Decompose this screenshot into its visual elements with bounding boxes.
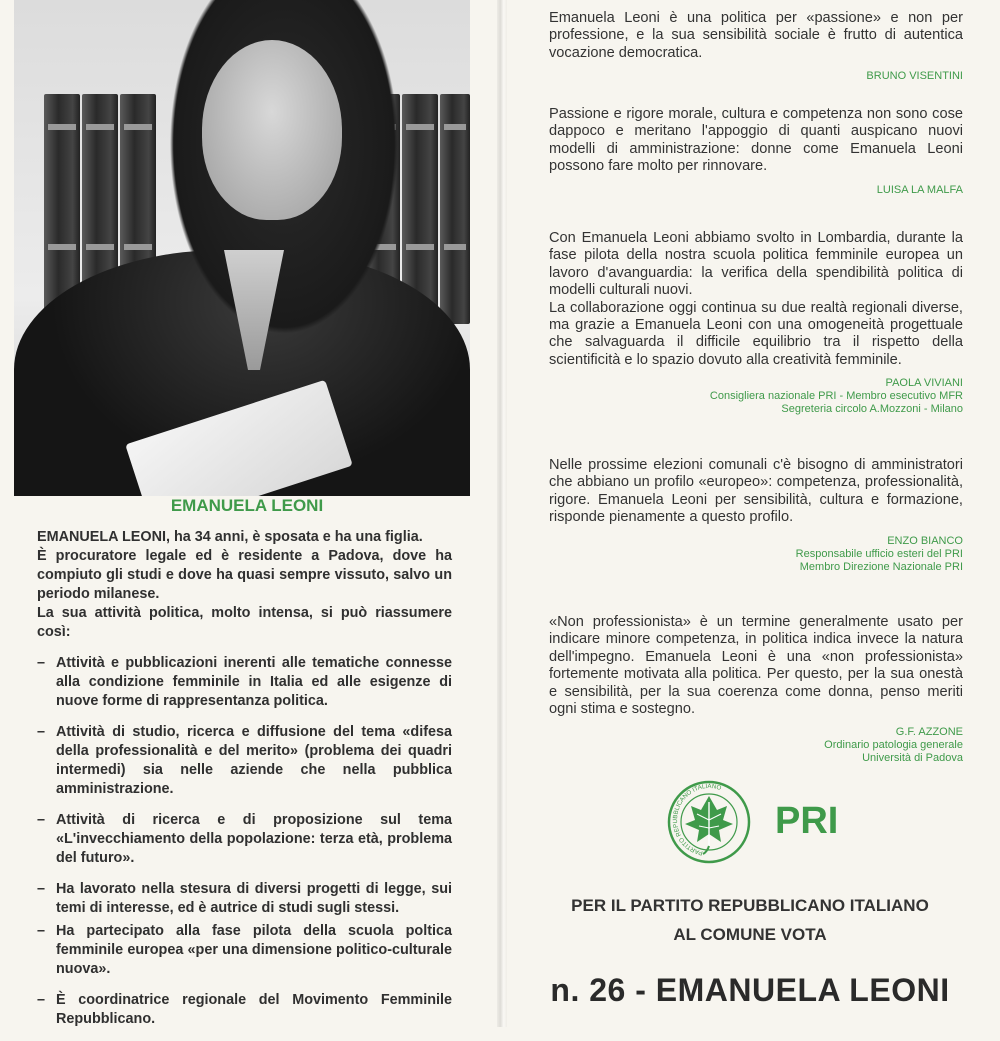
quote-text: Emanuela Leoni è una politica per «passione» e non per professione, e la sua sensibilità sociale è frutto di autentica vocazione democratica. bbox=[549, 10, 963, 61]
dash-bullet: – bbox=[37, 812, 46, 828]
quote-viviani bbox=[549, 230, 963, 416]
activity-text: Attività di studio, ricerca e diffusione del tema «difesa della professionalità e del merito» (problema dei quadri intermedi) sia nelle aziende che nella pubblica amministrazione. bbox=[56, 724, 452, 797]
quote-signature bbox=[549, 726, 963, 765]
name-caption: EMANUELA LEONI bbox=[170, 496, 324, 515]
signature-role: Consigliera nazionale PRI - Membro esecutivo MFR bbox=[709, 390, 963, 403]
activity-text: Attività e pubblicazioni inerenti alle tematiche connesse alla condizione femminile in Italia ed alle esigenze di nuove forme di rappresentanza politica. bbox=[56, 655, 452, 709]
activity-item bbox=[37, 991, 452, 1029]
vote-line-1: PER IL PARTITO REPUBBLICANO ITALIANO bbox=[571, 896, 929, 915]
quote-text: La collaborazione oggi continua su due realtà regionali diverse, ma grazie a Emanuela Leoni con una omogeneità progettuale che salvaguarda il difficile equilibrio tra il rispetto della scientificità e lo spazio dovuto alla creatività femminile. bbox=[549, 299, 963, 368]
logo-ring-text: PARTITO REPUBBLICANO ITALIANO bbox=[671, 782, 723, 857]
activity-text: È coordinatrice regionale del Movimento Femminile Repubblicano. bbox=[56, 992, 452, 1027]
signature-name: G.F. AZZONE bbox=[895, 726, 963, 739]
quote-signature bbox=[549, 535, 963, 574]
quote-signature bbox=[549, 377, 963, 416]
quote-text: Nelle prossime elezioni comunali c'è bisogno di amministratori che abbiano un profilo «europeo»: competenza, professionalità, rigore. Emanuela Leoni per sensibilità, cultura e formazione, risponde pienamente a questo profilo. bbox=[549, 457, 963, 526]
signature-role: Università di Padova bbox=[862, 752, 963, 765]
activity-text: Attività di ricerca e di proposizione sul tema «L'invecchiamento della popolazione: terza età, problema del futuro». bbox=[56, 812, 452, 866]
signature-role: Ordinario patologia generale bbox=[824, 739, 963, 752]
signature-name: PAOLA VIVIANI bbox=[885, 377, 963, 390]
signature-name: LUISA LA MALFA bbox=[876, 183, 963, 196]
dash-bullet: – bbox=[37, 881, 46, 897]
bio-line: È procuratore legale ed è residente a Padova, dove ha compiuto gli studi e dove ha quasi sempre vissuto, salvo un periodo milanese. bbox=[37, 548, 452, 602]
dash-bullet: – bbox=[37, 724, 46, 740]
quote-signature bbox=[549, 184, 963, 197]
activity-item bbox=[37, 723, 452, 799]
activity-text: Ha partecipato alla fase pilota della scuola poltica femminile europea «per una dimensione politico-culturale nuova». bbox=[56, 923, 452, 977]
biography bbox=[37, 528, 452, 1041]
candidate-number-name: n. 26 - EMANUELA LEONI bbox=[550, 972, 950, 1008]
signature-name: BRUNO VISENTINI bbox=[866, 70, 963, 83]
quote-bianco bbox=[549, 457, 963, 574]
quote-text: Con Emanuela Leoni abbiamo svolto in Lombardia, durante la fase pilota della nostra scuola politica femminile europea un lavoro d'avanguardia: la verifica della spendibilità politica di modelli culturali nuovi. bbox=[549, 230, 963, 299]
signature-role: Membro Direzione Nazionale PRI bbox=[799, 560, 963, 573]
signature-role: Responsabile ufficio esteri del PRI bbox=[795, 547, 963, 560]
signature-role: Segreteria circolo A.Mozzoni - Milano bbox=[781, 403, 963, 416]
activity-text: Ha lavorato nella stesura di diversi progetti di legge, sui temi di interesse, ed è autrice di studi sugli stessi. bbox=[56, 881, 452, 916]
activity-item bbox=[37, 811, 452, 868]
quote-la-malfa bbox=[549, 106, 963, 197]
signature-name: ENZO BIANCO bbox=[887, 534, 963, 547]
quote-signature bbox=[549, 70, 963, 83]
dash-bullet: – bbox=[37, 655, 46, 671]
quote-visentini bbox=[549, 10, 963, 83]
bio-line: La sua attività politica, molto intensa, si può riassumere così: bbox=[37, 605, 452, 640]
page-fold bbox=[497, 0, 507, 1027]
party-abbreviation: PRI bbox=[775, 800, 839, 842]
activity-list bbox=[37, 654, 452, 1029]
activity-item bbox=[37, 880, 452, 918]
dash-bullet: – bbox=[37, 923, 46, 939]
vote-line-2: AL COMUNE VOTA bbox=[673, 925, 827, 944]
quote-text: «Non professionista» è un termine generalmente usato per indicare minore competenza, in politica indica invece la natura dell'impegno. Emanuela Leoni è una «non professionista» fortemente motivata alla politica. Per questo, per la sua onestà e sensibilità, per la sua coerenza come donna, penso meriti ogni stima e sostegno. bbox=[549, 614, 963, 718]
quote-azzone bbox=[549, 614, 963, 765]
activity-item bbox=[37, 654, 452, 711]
quote-text: Passione e rigore morale, cultura e competenza non sono cose dappoco e meritano l'appoggio di quanti auspicano nuovi modelli di amministrazione: donne come Emanuela Leoni possono fare molto per rinnovare. bbox=[549, 106, 963, 175]
bio-line: EMANUELA LEONI, ha 34 anni, è sposata e ha una figlia. bbox=[37, 529, 423, 545]
activity-item bbox=[37, 922, 452, 979]
dash-bullet: – bbox=[37, 992, 46, 1008]
portrait-face bbox=[202, 40, 342, 220]
portrait-photo bbox=[14, 0, 470, 496]
